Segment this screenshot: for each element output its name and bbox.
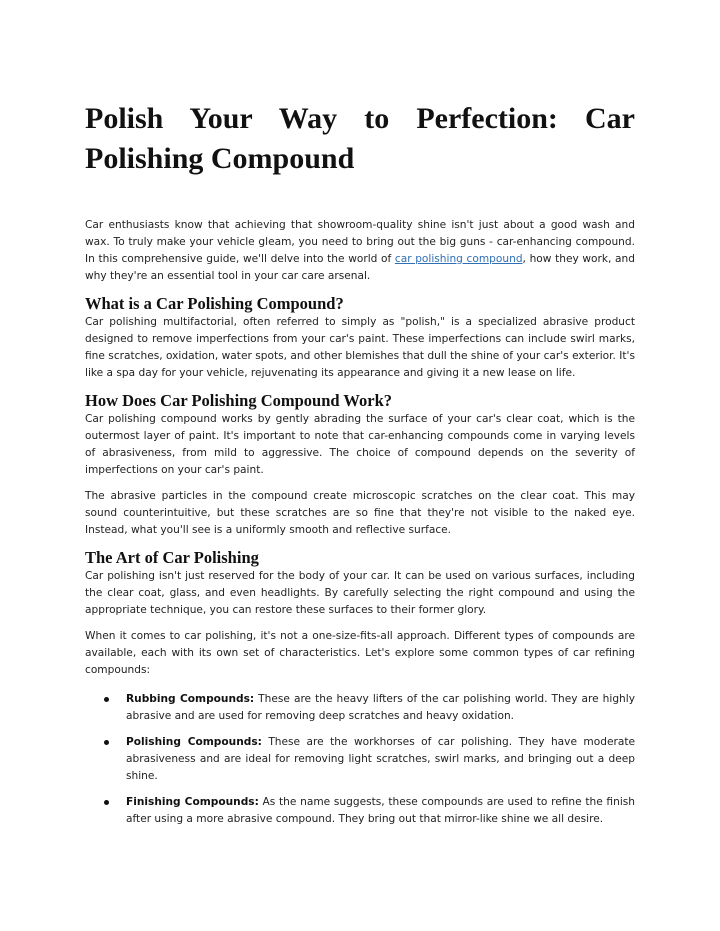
list-item-rubbing xyxy=(85,691,635,725)
section-art-paragraph-2: When it comes to car polishing, it's not a one-size-fits-all approach. Different types of compounds are available, each with its own set of characteristics. Let's explore some common types of car refining compounds: xyxy=(85,630,635,676)
section-heading-art: The Art of Car Polishing xyxy=(85,548,259,567)
list-item-text: As the name suggests, these compounds are used to refine the finish after using a more abrasive compound. They bring out that mirror-like shine we all desire. xyxy=(126,796,635,825)
section-what-paragraph: Car polishing multifactorial, often referred to simply as "polish," is a specialized abrasive product designed to remove imperfections from your car's paint. These imperfections can include swirl marks, fine scratches, oxidation, water spots, and other blemishes that dull the shine of your car's exterior. It's like a spa day for your vehicle, rejuvenating its appearance and giving it a new lease on life. xyxy=(85,316,635,379)
section-heading-how: How Does Car Polishing Compound Work? xyxy=(85,391,392,410)
intro-text-before-link: Car enthusiasts know that achieving that showroom-quality shine isn't just about a good wash and wax. To truly make your vehicle gleam, you need to bring out the big guns - car-enhancing compound. In this comprehensive guide, we'll delve into the world of xyxy=(85,219,635,265)
list-item-text: These are the heavy lifters of the car polishing world. They are highly abrasive and are used for removing deep scratches and heavy oxidation. xyxy=(126,693,635,722)
bullet-icon xyxy=(104,800,109,805)
list-item-text: These are the workhorses of car polishing. They have moderate abrasiveness and are ideal for removing light scratches, swirl marks, and bringing out a deep shine. xyxy=(126,736,635,782)
section-art-paragraph-1: Car polishing isn't just reserved for the body of your car. It can be used on various surfaces, including the clear coat, glass, and even headlights. By carefully selecting the right compound and using the appropriate technique, you can restore these surfaces to their former glory. xyxy=(85,570,635,616)
page-title xyxy=(85,99,635,179)
section-how-paragraph-2: The abrasive particles in the compound create microscopic scratches on the clear coat. This may sound counterintuitive, but these scratches are so fine that they're not visible to the naked eye. Instead, what you'll see is a uniformly smooth and reflective surface. xyxy=(85,490,635,536)
bullet-icon xyxy=(104,740,109,745)
intro-paragraph xyxy=(85,217,635,285)
intro-text-after-link: , how they work, and why they're an essential tool in your car care arsenal. xyxy=(85,253,635,282)
list-item-polishing xyxy=(85,734,635,785)
document-content xyxy=(85,99,635,837)
list-item-term: Rubbing Compounds: xyxy=(126,693,255,705)
section-how-paragraph-1: Car polishing compound works by gently abrading the surface of your car's clear coat, which is the outermost layer of paint. It's important to note that car-enhancing compounds come in varying levels of abrasiveness, from mild to aggressive. The choice of compound depends on the severity of imperfections on your car's paint. xyxy=(85,413,635,476)
page-title-line-1: Polish Your Way to Perfection: Car xyxy=(85,102,635,135)
bullet-icon xyxy=(104,697,109,702)
list-item-term: Polishing Compounds: xyxy=(126,736,262,748)
compound-types-list xyxy=(85,691,635,828)
list-item-term: Finishing Compounds: xyxy=(126,796,259,808)
list-item-finishing xyxy=(85,794,635,828)
car-polishing-compound-link[interactable]: car polishing compound xyxy=(394,253,523,265)
section-heading-what: What is a Car Polishing Compound? xyxy=(85,294,344,313)
page-title-line-2: Polishing Compound xyxy=(85,142,355,175)
